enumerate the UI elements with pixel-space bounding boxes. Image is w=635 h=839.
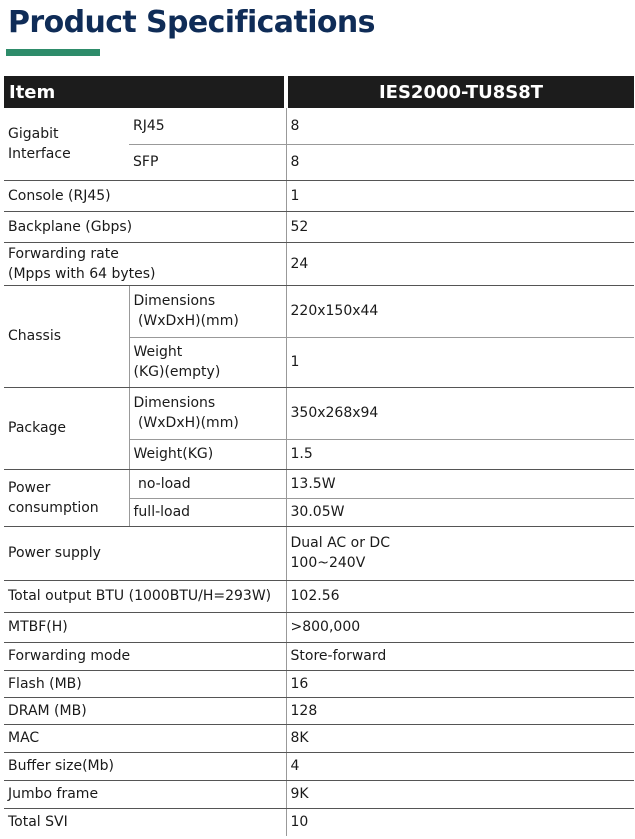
power-consumption-line1: Power [8, 479, 51, 496]
row-label-chassis: Chassis [4, 285, 129, 387]
value-mac: 8K [286, 724, 634, 752]
sub-label-full-load: full-load [129, 498, 286, 526]
row-label-console: Console (RJ45) [4, 180, 286, 211]
table-row [4, 752, 634, 780]
value-svi: 10 [286, 808, 634, 836]
chassis-dimensions-line1: Dimensions [133, 293, 216, 309]
value-rj45: 8 [286, 108, 634, 144]
value-package-weight: 1.5 [286, 439, 634, 469]
table-row [4, 808, 634, 836]
power-supply-value-line2: 100~240V [290, 555, 366, 571]
spec-table [4, 76, 634, 836]
value-full-load: 30.05W [286, 498, 634, 526]
table-row [4, 670, 634, 697]
row-label-mac: MAC [4, 724, 286, 752]
sub-label-package-weight: Weight(KG) [129, 439, 286, 469]
row-label-backplane: Backplane (Gbps) [4, 211, 286, 242]
value-forwarding-mode: Store-forward [286, 642, 634, 670]
value-package-dimensions: 350x268x94 [286, 387, 634, 439]
table-row [4, 469, 634, 498]
forwarding-rate-line2: (Mpps with 64 bytes) [8, 265, 156, 282]
value-buffer: 4 [286, 752, 634, 780]
table-row [4, 580, 634, 612]
value-jumbo: 9K [286, 780, 634, 808]
value-chassis-weight: 1 [286, 337, 634, 387]
row-label-btu: Total output BTU (1000BTU/H=293W) [4, 580, 286, 612]
value-no-load: 13.5W [286, 469, 634, 498]
row-label-dram: DRAM (MB) [4, 697, 286, 724]
sub-label-sfp: SFP [129, 144, 286, 180]
chassis-weight-line1: Weight [133, 344, 183, 360]
table-row [4, 242, 634, 285]
value-forwarding-rate: 24 [286, 242, 634, 285]
power-consumption-line2: consumption [8, 499, 99, 516]
table-row [4, 780, 634, 808]
row-label-power-supply: Power supply [4, 526, 286, 580]
table-row [4, 724, 634, 752]
title-accent-bar [6, 49, 100, 56]
value-chassis-dimensions: 220x150x44 [286, 285, 634, 337]
row-label-buffer: Buffer size(Mb) [4, 752, 286, 780]
table-row [4, 180, 634, 211]
table-row [4, 285, 634, 337]
power-supply-value-line1: Dual AC or DC [290, 535, 390, 551]
row-label-gigabit: Gigabit Interface [4, 108, 129, 180]
sub-label-chassis-dimensions [129, 285, 286, 337]
value-mtbf: >800,000 [286, 612, 634, 642]
table-row [4, 612, 634, 642]
table-row [4, 697, 634, 724]
row-label-forwarding-mode: Forwarding mode [4, 642, 286, 670]
value-flash: 16 [286, 670, 634, 697]
header-model: IES2000-TU8S8T [286, 76, 634, 108]
row-label-flash: Flash (MB) [4, 670, 286, 697]
table-row [4, 642, 634, 670]
package-dimensions-line2: (WxDxH)(mm) [133, 415, 239, 431]
table-row [4, 211, 634, 242]
table-row [4, 108, 634, 144]
sub-label-rj45: RJ45 [129, 108, 286, 144]
chassis-weight-line2: (KG)(empty) [133, 364, 221, 380]
row-label-svi: Total SVI [8, 814, 68, 831]
row-label-jumbo: Jumbo frame [4, 780, 286, 808]
row-label-package: Package [4, 387, 129, 469]
sub-label-no-load: no-load [129, 469, 286, 498]
value-console: 1 [286, 180, 634, 211]
header-item: Item [4, 76, 286, 108]
row-label-forwarding-rate [4, 242, 286, 285]
value-power-supply [286, 526, 634, 580]
chassis-dimensions-line2: (WxDxH)(mm) [133, 313, 239, 329]
page-title: Product Specifications [8, 5, 375, 40]
value-dram: 128 [286, 697, 634, 724]
sub-label-package-dimensions [129, 387, 286, 439]
table-row [4, 387, 634, 439]
row-label-mtbf: MTBF(H) [4, 612, 286, 642]
table-row [4, 526, 634, 580]
value-sfp: 8 [286, 144, 634, 180]
table-header-row [4, 76, 634, 108]
row-label-power-consumption [4, 469, 129, 526]
forwarding-rate-line1: Forwarding rate [8, 245, 119, 262]
value-backplane: 52 [286, 211, 634, 242]
package-dimensions-line1: Dimensions [133, 395, 216, 411]
sub-label-chassis-weight [129, 337, 286, 387]
value-btu: 102.56 [286, 580, 634, 612]
